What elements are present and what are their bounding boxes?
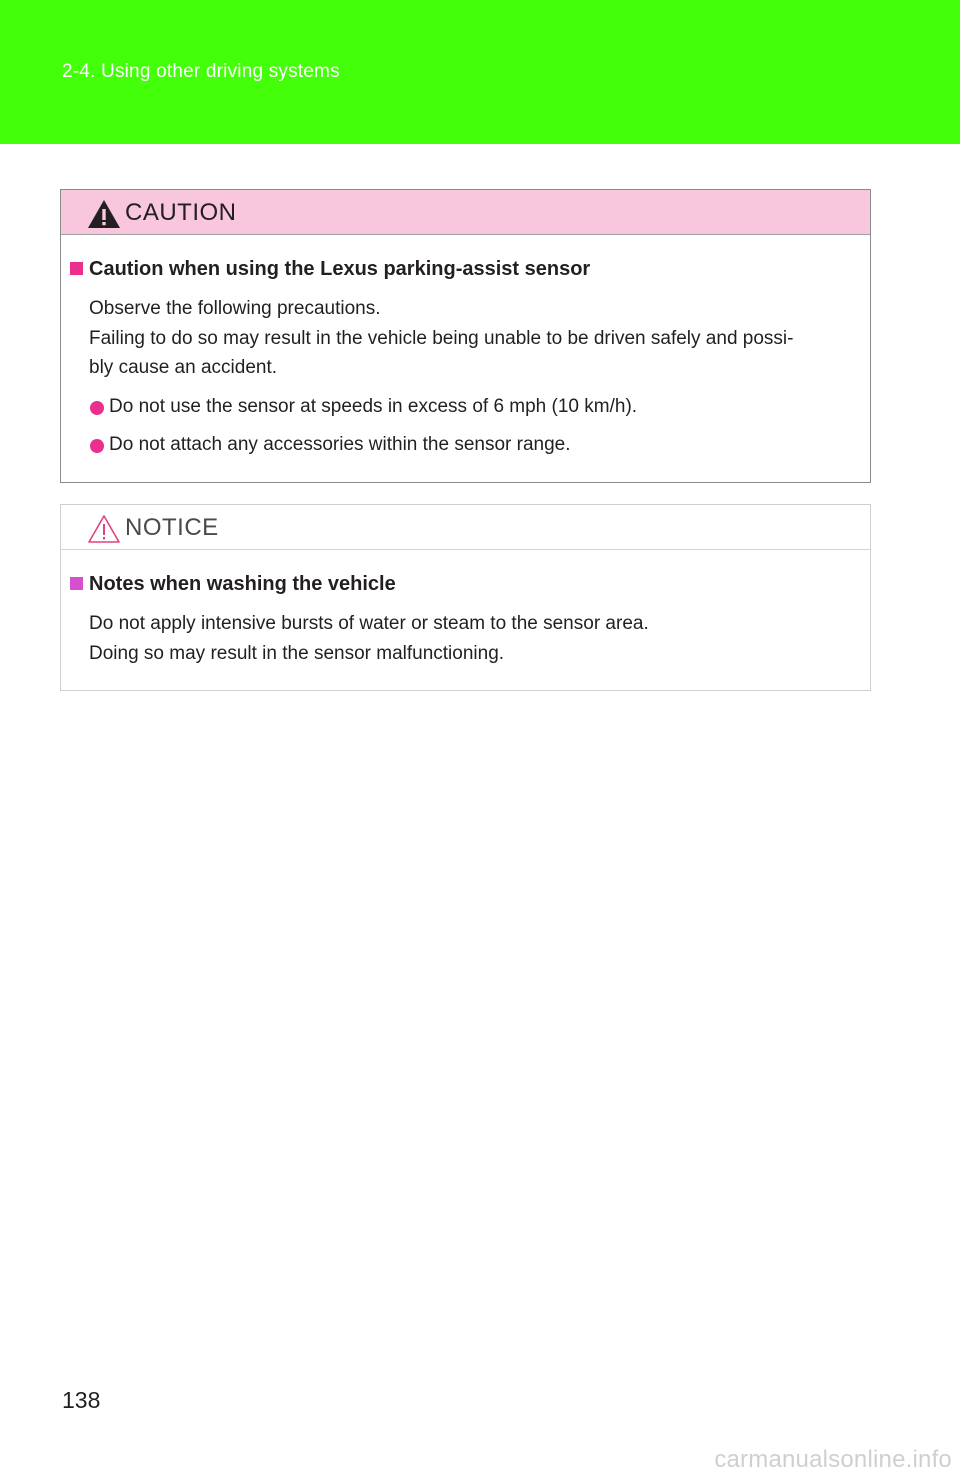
square-bullet-icon bbox=[70, 577, 83, 590]
caution-heading bbox=[61, 256, 870, 282]
caution-bullet-1-text: Do not use the sensor at speeds in excess of 6 mph (10 km/h). bbox=[109, 395, 638, 417]
notice-header bbox=[61, 505, 870, 550]
notice-paragraph bbox=[61, 609, 870, 668]
caution-paragraph-2a: Failing to do so may result in the vehicle being unable to be driven safely and possi- bbox=[89, 327, 794, 349]
caution-bullet-2 bbox=[61, 431, 870, 459]
caution-label: CAUTION bbox=[125, 199, 237, 226]
caution-bullet-2-text: Do not attach any accessories within the sensor range. bbox=[109, 433, 571, 455]
caution-header bbox=[61, 190, 870, 235]
bullet-dot-icon bbox=[90, 439, 104, 453]
warning-triangle-icon bbox=[86, 198, 122, 230]
page-number: 138 bbox=[62, 1387, 101, 1413]
notice-box bbox=[60, 504, 871, 691]
caution-paragraph bbox=[61, 294, 870, 383]
notice-paragraph-1: Do not apply intensive bursts of water or steam to the sensor area. bbox=[89, 613, 649, 634]
square-bullet-icon bbox=[70, 262, 83, 275]
caution-box bbox=[60, 189, 871, 483]
caution-heading-text: Caution when using the Lexus parking-assist sensor bbox=[89, 258, 591, 280]
notice-body bbox=[61, 571, 870, 668]
notice-label: NOTICE bbox=[125, 514, 219, 541]
caution-body bbox=[61, 256, 870, 459]
bullet-dot-icon bbox=[90, 401, 104, 415]
caution-paragraph-2b: bly cause an accident. bbox=[89, 357, 278, 378]
notice-paragraph-2: Doing so may result in the sensor malfunctioning. bbox=[89, 642, 505, 664]
watermark: carmanualsonline.info bbox=[714, 1446, 952, 1473]
header-bar bbox=[0, 0, 960, 144]
section-title: 2-4. Using other driving systems bbox=[62, 61, 340, 82]
notice-heading bbox=[61, 571, 870, 597]
caution-paragraph-1: Observe the following precautions. bbox=[89, 298, 381, 319]
notice-heading-text: Notes when washing the vehicle bbox=[89, 573, 396, 595]
caution-bullet-1 bbox=[61, 393, 870, 421]
notice-triangle-icon bbox=[86, 513, 122, 545]
